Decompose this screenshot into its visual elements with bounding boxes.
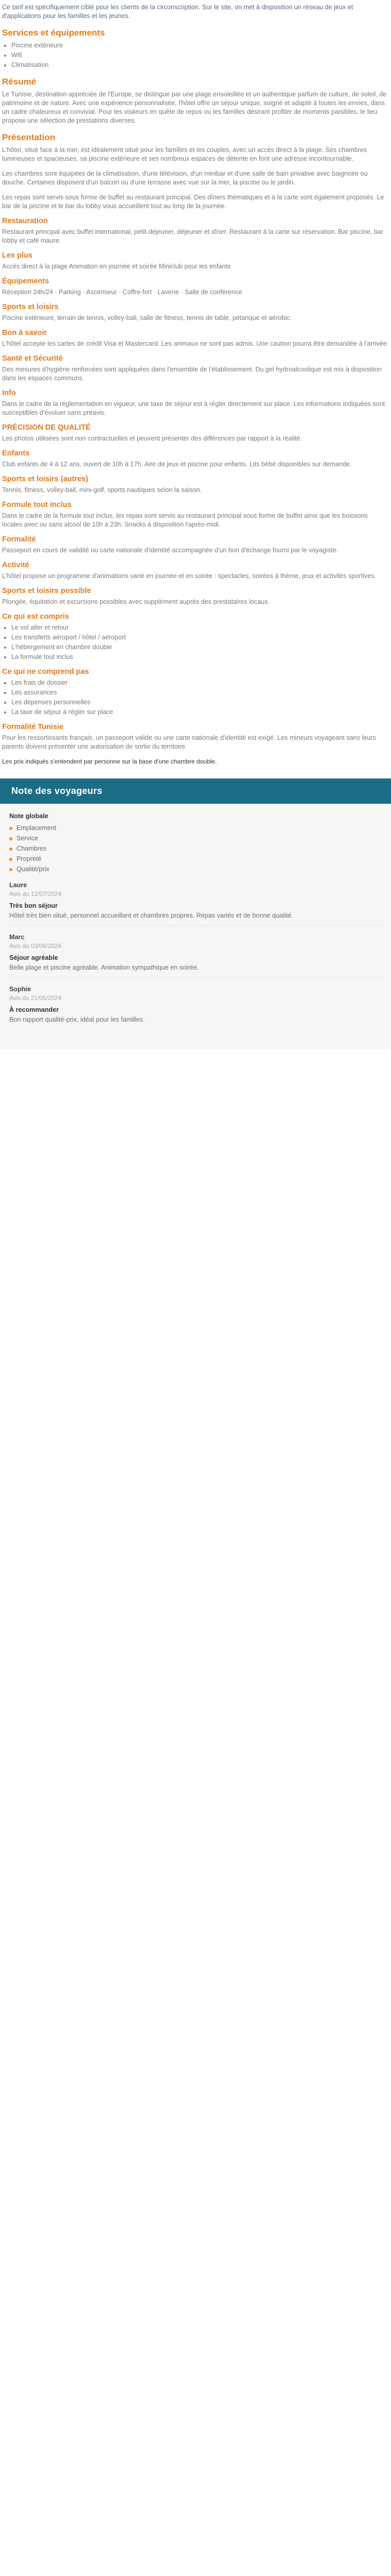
restauration-heading: Restauration <box>2 217 48 225</box>
sante-heading: Santé et Sécurité <box>2 354 63 363</box>
rating-row <box>9 865 382 874</box>
precision-heading: PRÉCISION DE QUALITÉ <box>2 423 91 432</box>
compris-item: • La formule tout inclus <box>11 653 389 662</box>
review-text: Belle plage et piscine agréable. Animation sympathique en soirée. <box>9 964 199 971</box>
review-author: Laure <box>9 882 27 889</box>
compris-item: • Les transferts aéroport / hôtel / aéroport <box>11 633 389 642</box>
bullet-icon <box>9 837 12 840</box>
formalite2-heading: Formalité Tunisie <box>2 723 63 731</box>
presentation-heading: Présentation <box>2 132 55 142</box>
precision-text: Les photos utilisées sont non contractuelles et peuvent présenter des différences par rapport à la réalité. <box>2 435 302 442</box>
review-item <box>9 985 382 1024</box>
bon-savoir-text: L'hôtel accepte les cartes de crédit Visa et Mastercard. Les animaux ne sont pas admis. Une caution pourra être demandée à l'arrivée. <box>2 340 389 347</box>
rating-label: Qualité/prix <box>17 866 50 873</box>
non-compris-list <box>11 679 389 717</box>
formalite-heading: Formalité <box>2 535 36 544</box>
service-item: • Climatisation <box>11 61 389 70</box>
sports-autres-text: Tennis, fitness, volley-ball, mini-golf, sports nautiques selon la saison. <box>2 486 202 494</box>
ratings-title: Note globale <box>9 812 48 820</box>
compris-list <box>11 623 389 662</box>
bullet-icon <box>9 858 12 861</box>
review-title: À recommander <box>9 1006 59 1013</box>
service-item: • Piscine extérieure <box>11 41 389 50</box>
presentation-text: Les repas sont servis sous forme de buffet au restaurant principal. Des dîners thématiques et à la carte sont également proposés. Le bar de la piscine et le bar du lobby vous accueillent tout au long de la journée. <box>2 194 384 210</box>
price-note: Les prix indiqués s'entendent par personne sur la base d'une chambre double. <box>2 758 217 765</box>
rating-label: Chambres <box>17 845 47 852</box>
sports-poss-text: Plongée, équitation et excursions possibles avec supplément auprès des prestataires locaux. <box>2 598 270 605</box>
review-text: Bon rapport qualité-prix, idéal pour les familles. <box>9 1016 145 1023</box>
review-text: Hôtel très bien situé, personnel accueillant et chambres propres. Repas variés et de bonne qualité. <box>9 912 294 919</box>
bon-savoir-heading: Bon à savoir <box>2 329 47 337</box>
equipements-heading: Équipements <box>2 277 50 285</box>
rating-row <box>9 834 382 843</box>
rating-label: Propreté <box>17 855 42 862</box>
resume-heading: Résumé <box>2 77 37 87</box>
sports-heading: Sports et loisirs <box>2 303 59 311</box>
services-section <box>0 28 391 751</box>
rating-label: Service <box>17 835 38 842</box>
review-author: Sophie <box>9 986 31 993</box>
enfants-heading: Enfants <box>2 449 30 457</box>
non-compris-heading: Ce qui ne comprend pas <box>2 668 89 676</box>
sports-text: Piscine extérieure, terrain de tennis, volley-ball, salle de fitness, tennis de table, pétanque et aérobic. <box>2 314 292 321</box>
sports-autres-heading: Sports et loisirs (autres) <box>2 475 88 483</box>
activite-text: L'hôtel propose un programme d'animations varié en journée et en soirée : spectacles, soirées à thème, jeux et activités sportives. <box>2 572 377 580</box>
bullet-icon <box>9 827 12 830</box>
formule-text: Dans le cadre de la formule tout inclus, les repas sont servis au restaurant principal sous forme de buffet ainsi que les boissons locales avec ou sans alcool de 10h à 23h. Snacks à disposition l'après-midi. <box>2 512 368 528</box>
equipements-text: Réception 24h/24 · Parking · Ascenseur · Coffre-fort · Laverie · Salle de conférence <box>2 289 242 296</box>
rating-row <box>9 855 382 863</box>
rating-label: Emplacement <box>17 824 56 832</box>
restauration-text: Restaurant principal avec buffet international, petit-déjeuner, déjeuner et dîner. Restaurant à la carte sur réservation. Bar piscine, bar lobby et café maure. <box>2 228 384 244</box>
activite-heading: Activité <box>2 561 29 569</box>
review-item <box>9 881 382 926</box>
presentation-text: Les chambres sont équipées de la climatisation, d'une télévision, d'un minibar et d'une salle de bain privative avec baignoire ou douche. Certaines disposent d'un balcon ou d'une terrasse avec vue sur la mer, la piscine ou le jardin. <box>2 170 368 186</box>
divider <box>9 977 382 978</box>
formule-heading: Formule tout inclus <box>2 501 72 509</box>
intro-text: Ce tarif est spécifiquement ciblé pour les clients de la circonscription. Sur le site, on met à disposition un réseau de jeux et d'applications pour les familles et les jeunes. <box>2 4 353 20</box>
reviews-banner: Note des voyageurs <box>0 778 391 804</box>
review-item <box>9 933 382 978</box>
services-heading: Services et équipements <box>2 28 105 38</box>
info-text: Dans le cadre de la réglementation en vigueur, une taxe de séjour est à régler directement sur place. Les informations indiquées sont susceptibles d'évoluer sans préavis. <box>2 400 385 416</box>
review-title: Très bon séjour <box>9 902 58 909</box>
sante-text: Des mesures d'hygiène renforcées sont appliquées dans l'ensemble de l'établissement. Du gel hydroalcoolique est mis à disposition dans les espaces communs. <box>2 366 382 382</box>
review-author: Marc <box>9 934 25 941</box>
bullet-icon <box>9 848 12 851</box>
review-date: Avis du 21/05/2024 <box>9 994 61 1002</box>
rating-row <box>9 844 382 853</box>
review-date: Avis du 03/06/2024 <box>9 942 61 950</box>
resume-text: Le Tunisie, destination appréciée de l'Europe, se distingue par une plage ensoleillée et un authentique parfum de culture, de soleil, de patrimoine et de nature. Avec une expérience personnalisée, l'hôtel offre un séjour unique, soigné et adapté à toutes les envies, dans un cadre chaleureux et convivial. Pour les visiteurs en quête de repos ou les familles désirant profiter de moments paisibles, le lieu propose une sélection de prestations diverses. <box>2 91 387 124</box>
bullet-icon <box>9 868 12 871</box>
compris-item: • L'hébergement en chambre double <box>11 643 389 652</box>
sports-poss-heading: Sports et loisirs possible <box>2 587 91 595</box>
divider <box>9 925 382 926</box>
compris-heading: Ce qui est compris <box>2 613 69 621</box>
formalite-text: Passeport en cours de validité ou carte nationale d'identité accompagnée d'un bon d'échange fourni par le voyagiste. <box>2 547 338 554</box>
non-compris-item: • Les assurances <box>11 688 389 697</box>
non-compris-item: • La taxe de séjour à régler sur place <box>11 708 389 717</box>
review-title: Séjour agréable <box>9 954 58 961</box>
formalite2-text: Pour les ressortissants français, un passeport valide ou une carte nationale d'identité est exigé. Les mineurs voyageant sans leurs parents doivent présenter une autorisation de sortie du territoire. <box>2 734 376 750</box>
info-heading: Info <box>2 389 16 397</box>
ratings-panel <box>0 804 391 1049</box>
non-compris-item: • Les frais de dossier <box>11 679 389 687</box>
les-plus-text: Accès direct à la plage Animation en journée et soirée Miniclub pour les enfants <box>2 263 231 270</box>
rating-row <box>9 824 382 833</box>
les-plus-heading: Les plus <box>2 251 32 260</box>
review-date: Avis du 12/07/2024 <box>9 890 61 897</box>
presentation-text: L'hôtel, situé face à la mer, est idéalement situé pour les familles et les couples, avec un accès direct à la plage. Ses chambres lumineuses et spacieuses, sa piscine extérieure et ses nombreux espaces de détente en font une adresse incontournable. <box>2 146 367 162</box>
compris-item: • Le vol aller et retour <box>11 623 389 632</box>
service-item: • Wifi <box>11 51 389 60</box>
services-list <box>11 41 389 70</box>
non-compris-item: • Les dépenses personnelles <box>11 698 389 707</box>
rating-list <box>9 824 382 874</box>
enfants-text: Club enfants de 4 à 12 ans, ouvert de 10h à 17h. Aire de jeux et piscine pour enfants. Lits bébé disponibles sur demande. <box>2 461 352 468</box>
